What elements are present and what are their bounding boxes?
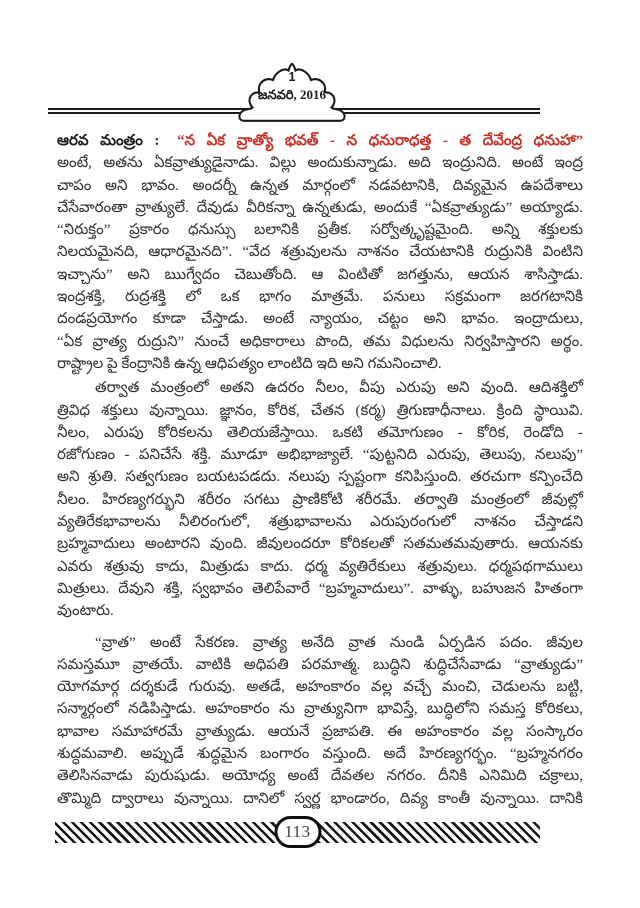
text-line: త్రివిధ శక్తులు వున్నాయి. జ్ఞానం, కోరిక, చేతన (కర్మ) త్రిగుణాధీనాలు. క్రింది స్థాయివి. <box>57 402 583 419</box>
text-line: “వ్రాత” అంటే సేకరణ. వ్రాత్య అనేది వ్రాత నుండి ఏర్పడిన పదం. జీవుల <box>95 634 583 651</box>
footer-hatch-bar <box>55 822 540 843</box>
text-line: రజోగుణం - పనిచేసే శక్తి. మూడూ అభిభాజ్యాలే. “పుట్టనిది ఎరుపు, తెలుపు, నలుపు” <box>57 447 583 464</box>
text-line: యోగమార్గ దర్శకుడే గురువు. అతడే, అహంకారం వల్ల వచ్చే మంచి, చెడులను బట్టి, <box>57 679 583 696</box>
paragraph-1 <box>57 130 583 375</box>
text-line: సమస్తమూ వ్రాతయే. వాటికి అధిపతి పరమాత్మ. బుద్ధిని శుద్ధిచేసేవాడు “వ్రాత్యుడు” <box>57 656 583 673</box>
text-line: “నిరుక్తం” ప్రకారం ధనుస్సు బలానికి ప్రతీక. సర్వోత్కృష్టమైంది. అన్ని శక్తులకు <box>57 222 583 239</box>
text-line: బ్రహ్మవాదులు అంటారని వుంది. జీవులందరూ కోరికలతో సతమతమవుతారు. ఆయనకు <box>57 536 583 553</box>
text-line: తొమ్మిది ద్వారాలు వున్నాయి. దానిలో స్వర్ణ భాండారం, దివ్య కాంతీ వున్నాయి. దానికి <box>57 790 583 807</box>
text-line: రాష్ట్రాల పై కేంద్రానికి ఉన్న ఆధిపత్యం లాంటిది ఇది అని గమనించాలి. <box>57 355 442 372</box>
text-line: నీలం. హిరణ్యగర్భుని శరీరం సగటు ప్రాణికోటి శరీరమే. తర్వాతి మంత్రంలో జీవుల్లో <box>57 491 583 508</box>
text-line: దండప్రయోగం కూడా చేస్తాడు. అంటే న్యాయం, చట్టం అని భావం. ఇంద్రాదులు, <box>57 311 583 328</box>
text-line: అంటే, అతను ఏకవ్రాత్యుడైనాడు. విల్లు అందుకున్నాడు. అది ఇంద్రునిది. అంటే ఇంద్ర <box>57 155 583 172</box>
text-line: తెలిసినవాడు పురుషుడు. అయోధ్య అంటే దేవతల నగరం. దీనికి ఎనిమిది చక్రాలు, <box>57 768 583 785</box>
text-line: తర్వాత మంత్రంలో అతని ఉదరం నీలం, వీపు ఎరుపు అని వుంది. ఆదిశక్తిలో <box>95 380 583 397</box>
paragraph-3 <box>57 632 583 810</box>
text-line: సన్మార్గంలో నడిపిస్తాడు. అహంకారం ను వ్రాత్యునిగా భావిస్తే, బుద్ధిలోని సమస్త కోరికలు, <box>57 701 583 718</box>
mantra-heading-line <box>57 130 583 152</box>
text-line: మిత్రులు. దేవుని శక్తి, స్వభావం తెలిపేవారే “బ్రహ్మవాదులు”. వాళ్ళు, బహుజన హితంగా <box>57 580 583 597</box>
text-line: నీలం, ఎరుపు కోరికలను తెలియజేస్తాయి. ఒకటి తమోగుణం - కోరిక, రెండోది - <box>57 424 583 441</box>
text-line: వ్యతిరేకభావాలను నీలిరంగులో, శత్రుభావాలను ఎరుపురంగులో నాశనం చేస్తాడని <box>57 514 583 531</box>
mantra-text: “న ఏక వ్రాత్యో భవత్ - న ధనురాధత్త - త దేవేంద్ర ధనుహా” <box>177 133 583 149</box>
text-line: ఇచ్చాను” అని ఋగ్వేదం చెబుతోంది. ఆ వింటితో జగత్తును, ఆయన శాసిస్తాడు. <box>57 266 583 283</box>
issue-number: 1 <box>288 70 296 84</box>
paragraph-2 <box>57 377 583 622</box>
page-number: 113 <box>284 822 311 841</box>
text-line: ఎవరు శత్రువు కాదు, మిత్రుడు కాదు. ధర్మ వ్యతిరేకులు శత్రువులు. ధర్మపథగాములు <box>57 558 583 575</box>
issue-date: జనవరి, 2016 <box>257 87 327 102</box>
text-line: నిలయమైనది, ఆధారమైనది”. “వేద శత్రువులను నాశనం చేయటానికి రుద్రునికి వింటిని <box>57 244 583 261</box>
text-line: వుంటారు. <box>57 603 114 620</box>
page-number-badge <box>274 816 321 848</box>
text-line: చాపం అని భావం. అందర్నీ ఉన్నత మార్గంలో నడవటానికి, దివ్యమైన ఉపదేశాలు <box>57 177 583 194</box>
mantra-label: ఆరవ మంత్రం : <box>57 133 160 149</box>
text-line: “ఏక వ్రాత్య రుద్రుని” నుంచే అధికారాలు పొంది, తమ విధులను నిర్వహిస్తారని అర్థం. <box>57 333 583 350</box>
body-text <box>57 130 583 810</box>
text-line: శుద్ధమవాలి. అప్పుడే శుద్ధమైన బంగారం వస్తుంది. అదే హిరణ్యగర్భం. “బ్రహ్మనగరం <box>57 746 583 763</box>
text-line: ఇంద్రశక్తి, రుద్రశక్తి లో ఒక భాగం మాత్రమే. పనులు సక్రమంగా జరగటానికి <box>57 289 583 306</box>
text-line: చేసేవారంతా వ్రాత్యులే. దేవుడు వీరికన్నా ఉన్నతుడు, అందుకే “ఏకవ్రాత్యుడు” అయ్యాడు. <box>57 199 583 216</box>
text-line: భావాల సమాహారమే వ్రాత్యుడు. ఆయనే ప్రజాపతి. ఈ అహంకారం వల్ల సంస్కారం <box>57 723 583 740</box>
text-line: అని శ్రుతి. సత్వగుణం బయటపడదు. నలుపు స్పష్టంగా కనిపిస్తుంది. తరచుగా కన్పించేది <box>57 469 583 486</box>
